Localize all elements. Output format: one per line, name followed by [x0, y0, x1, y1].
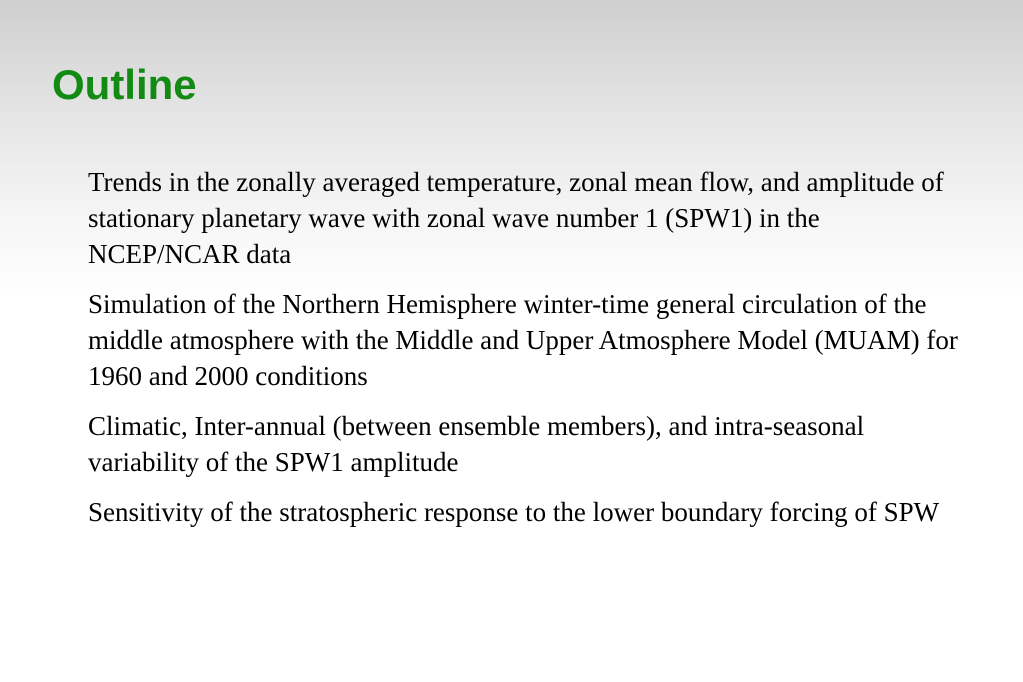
outline-list	[88, 164, 968, 544]
outline-item-variability: Climatic, Inter-annual (between ensemble members), and intra-seasonal variability of the SPW1 amplitude	[88, 411, 865, 477]
slide-title: Outline	[52, 61, 197, 108]
outline-item-sensitivity: Sensitivity of the stratospheric response to the lower boundary forcing of SPW	[88, 497, 940, 527]
outline-item-trends: Trends in the zonally averaged temperature, zonal mean flow, and amplitude of stationary planetary wave with zonal wave number 1 (SPW1) in the NCEP/NCAR data	[88, 167, 944, 269]
outline-item-simulation: Simulation of the Northern Hemisphere winter-time general circulation of the middle atmosphere with the Middle and Upper Atmosphere Model (MUAM) for 1960 and 2000 conditions	[88, 289, 958, 391]
